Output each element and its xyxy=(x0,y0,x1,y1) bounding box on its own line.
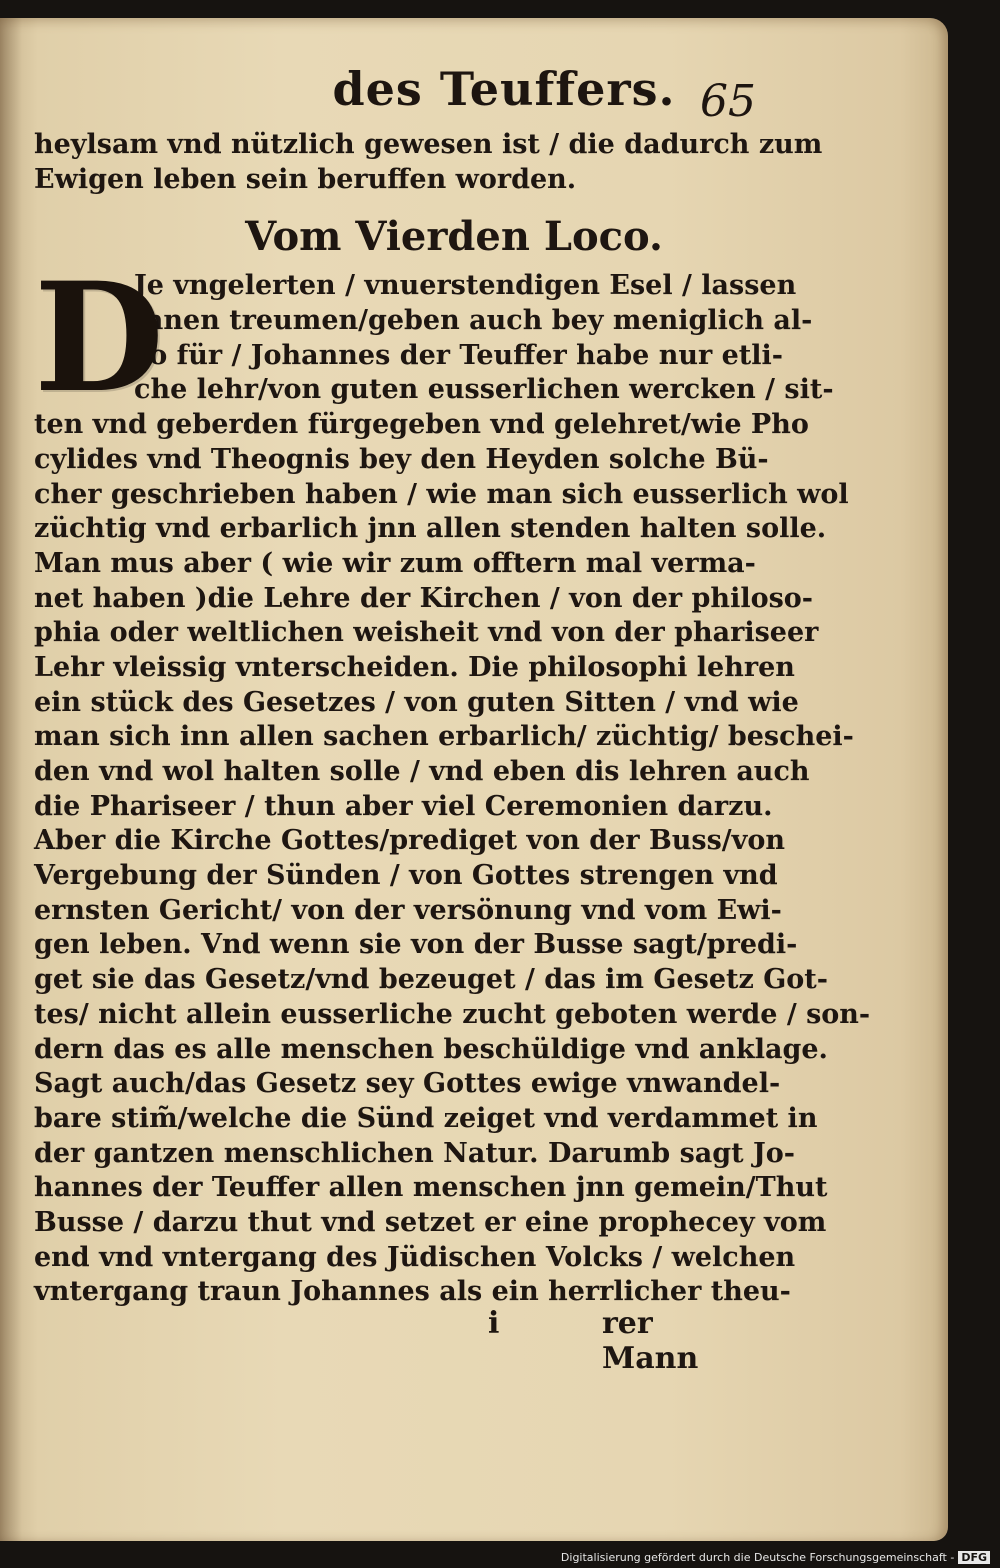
section-title: Vom Vierden Loco. xyxy=(245,213,663,261)
book-page xyxy=(0,18,948,1541)
text-line: tes/ nicht allein eusserliche zucht geboten werde / son- xyxy=(34,998,871,1030)
text-line: man sich inn allen sachen erbarlich/ züchtig/ beschei- xyxy=(34,721,854,753)
text-line: ten vnd geberden fürgegeben vnd gelehret/wie Pho xyxy=(34,409,809,441)
text-line: cylides vnd Theognis bey den Heyden solche Bü- xyxy=(34,443,769,475)
signature-mark: i xyxy=(488,1306,500,1341)
folio-number: 65 xyxy=(700,76,756,127)
attribution-text: Digitalisierung gefördert durch die Deutsche Forschungsgemeinschaft - xyxy=(560,1551,955,1564)
text-line: Aber die Kirche Gottes/prediget von der Buss/von xyxy=(34,825,785,857)
dfg-logo: DFG xyxy=(958,1551,990,1564)
text-line: vntergang traun Johannes als ein herrlicher theu- xyxy=(34,1276,791,1308)
text-line: Lehr vleissig vnterscheiden. Die philosophi lehren xyxy=(34,651,795,683)
text-line: Ewigen leben sein beruffen worden. xyxy=(34,163,577,195)
text-line: heylsam vnd nützlich gewesen ist / die dadurch zum xyxy=(34,129,823,160)
page-gutter-shadow xyxy=(0,18,22,1541)
text-line: Man mus aber ( wie wir zum offtern mal vermа- xyxy=(34,547,756,579)
text-line: jhnen treumen/geben auch bey meniglich al- xyxy=(134,305,813,337)
text-line: Sagt auch/das Gesetz sey Gottes ewige vnwandel- xyxy=(34,1068,781,1100)
text-line: den vnd wol halten solle / vnd eben dis lehren auch xyxy=(34,756,810,787)
text-line: hannes der Teuffer allen menschen jnn gemein/Thut xyxy=(34,1172,828,1204)
text-line: Busse / darzu thut vnd setzet er eine prophecey vom xyxy=(34,1206,827,1238)
page-footer xyxy=(34,1306,754,1376)
text-line: phia oder weltlichen weisheit vnd von der phariseer xyxy=(34,617,819,649)
attribution-footer xyxy=(561,1551,990,1564)
catchword: rer Mann xyxy=(602,1306,699,1376)
text-line: ein stück des Gesetzes / von guten Sitten / vnd wie xyxy=(34,686,799,718)
text-line: Vergebung der Sünden / von Gottes strengen vnd xyxy=(34,860,778,892)
text-line: Je vngelerten / vnuerstendigen Esel / lassen xyxy=(134,270,797,302)
text-line: net haben )die Lehre der Kirchen / von der philoso- xyxy=(34,582,814,614)
text-line: bare stim̃/welche die Sünd zeiget vnd verdammet in xyxy=(34,1102,818,1134)
text-line: ernsten Gericht/ von der versönung vnd vom Ewi- xyxy=(34,894,782,926)
decorated-initial: D xyxy=(34,250,165,427)
text-line: che lehr/von guten eusserlichen wercken / sit- xyxy=(134,374,834,406)
running-title: des Teuffers. xyxy=(332,62,676,116)
text-line: züchtig vnd erbarlich jnn allen stenden halten solle. xyxy=(34,513,827,545)
text-line: get sie das Gesetz/vnd bezeuget / das im Gesetz Got- xyxy=(34,964,828,996)
text-line: so für / Johannes der Teuffer habe nur etli- xyxy=(134,339,783,371)
text-line: cher geschrieben haben / wie man sich eusserlich wol xyxy=(34,478,849,510)
text-line: end vnd vntergang des Jüdischen Volcks / welchen xyxy=(34,1241,796,1273)
page-text xyxy=(34,128,871,1310)
text-line: der gantzen menschlichen Natur. Darumb sagt Jo- xyxy=(34,1137,796,1169)
text-line: dern das es alle menschen beschüldige vnd anklage. xyxy=(34,1033,828,1065)
text-line: die Phariseer / thun aber viel Ceremonien darzu. xyxy=(34,790,773,822)
text-line: gen leben. Vnd wenn sie von der Busse sagt/predi- xyxy=(34,929,798,961)
